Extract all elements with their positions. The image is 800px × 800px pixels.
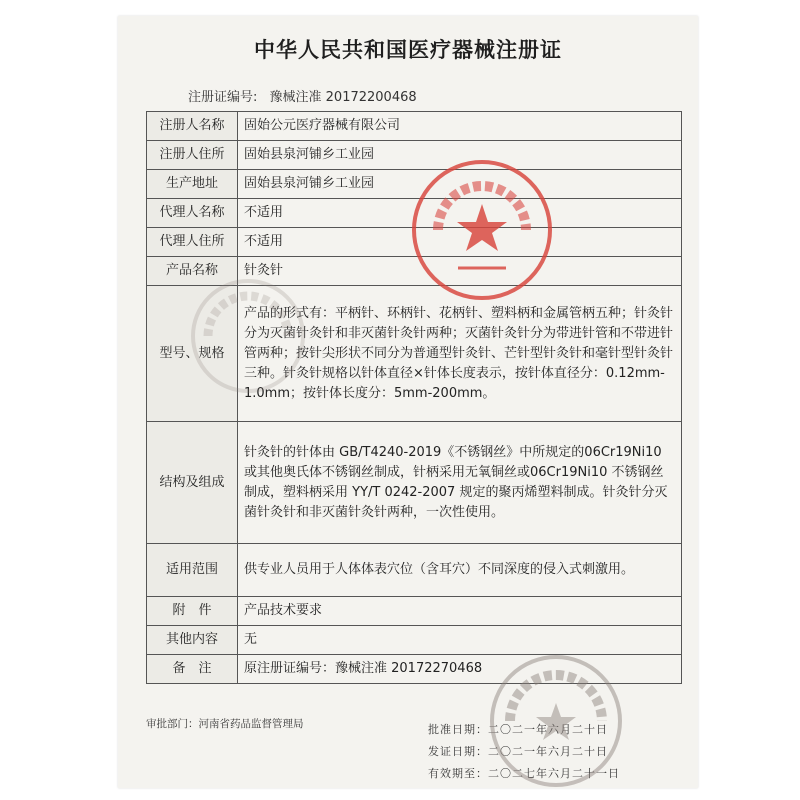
table-row xyxy=(147,257,682,286)
row-value: 固始县泉河铺乡工业园 xyxy=(238,170,682,199)
row-label: 附 件 xyxy=(147,597,238,626)
row-label: 备 注 xyxy=(147,655,238,684)
row-value: 无 xyxy=(238,626,682,655)
row-label: 结构及组成 xyxy=(147,422,238,544)
row-label: 注册人住所 xyxy=(147,141,238,170)
row-value: 不适用 xyxy=(238,199,682,228)
table-row xyxy=(147,170,682,199)
registration-number-line xyxy=(188,86,425,105)
certificate-table xyxy=(146,111,682,684)
row-label: 适用范围 xyxy=(147,544,238,597)
row-value: 针灸针 xyxy=(238,257,682,286)
table-row xyxy=(147,141,682,170)
table-row xyxy=(147,626,682,655)
row-label: 产品名称 xyxy=(147,257,238,286)
table-row xyxy=(147,655,682,684)
row-value: 固始公元医疗器械有限公司 xyxy=(238,112,682,141)
row-label: 其他内容 xyxy=(147,626,238,655)
row-label: 代理人名称 xyxy=(147,199,238,228)
row-value: 供专业人员用于人体体表穴位（含耳穴）不同深度的侵入式刺激用。 xyxy=(238,544,682,597)
table-row xyxy=(147,286,682,422)
row-value: 针灸针的针体由 GB/T4240-2019《不锈钢丝》中所规定的06Cr19Ni10 或其他奥氏体不锈钢丝制成，针柄采用无氧铜丝或06Cr19Ni10 不锈钢丝制成，塑料柄采用 YY/T 0242-2007 规定的聚丙烯塑料制成。针灸针分灭菌针灸针和非灭菌针灸针两种，一次性使用。 xyxy=(238,422,682,544)
row-label: 型号、规格 xyxy=(147,286,238,422)
registration-number-label: 注册证编号: xyxy=(188,90,258,105)
approval-date: 批准日期：二〇二一年六月二十日 xyxy=(428,723,608,736)
row-value: 产品技术要求 xyxy=(238,597,682,626)
row-label: 注册人名称 xyxy=(147,112,238,141)
table-row xyxy=(147,228,682,257)
approval-department: 审批部门：河南省药品监督管理局 xyxy=(146,718,304,730)
row-label: 代理人住所 xyxy=(147,228,238,257)
certificate-document xyxy=(118,16,698,788)
table-row xyxy=(147,597,682,626)
row-value: 固始县泉河铺乡工业园 xyxy=(238,141,682,170)
table-row xyxy=(147,112,682,141)
table-row xyxy=(147,199,682,228)
valid-until-date: 有效期至：二〇二七年六月二十一日 xyxy=(428,767,620,780)
registration-number-value: 豫械注准 20172200468 xyxy=(269,90,417,105)
table-row xyxy=(147,544,682,597)
table-row xyxy=(147,422,682,544)
row-value: 不适用 xyxy=(238,228,682,257)
row-label: 生产地址 xyxy=(147,170,238,199)
row-value: 产品的形式有：平柄针、环柄针、花柄针、塑料柄和金属管柄五种；针灸针分为灭菌针灸针和非灭菌针灸针两种；灭菌针灸针分为带进针管和不带进针管两种；按针尖形状不同分为普通型针灸针、芒针型针灸针和毫针型针灸针三种。针灸针规格以针体直径×针体长度表示，按针体直径分：0.12mm-1.0mm；按针体长度分：5mm-200mm。 xyxy=(238,286,682,422)
row-value: 原注册证编号：豫械注准 20172270468 xyxy=(238,655,682,684)
issue-date: 发证日期：二〇二一年六月二十日 xyxy=(428,745,608,758)
certificate-title: 中华人民共和国医疗器械注册证 xyxy=(254,38,562,62)
